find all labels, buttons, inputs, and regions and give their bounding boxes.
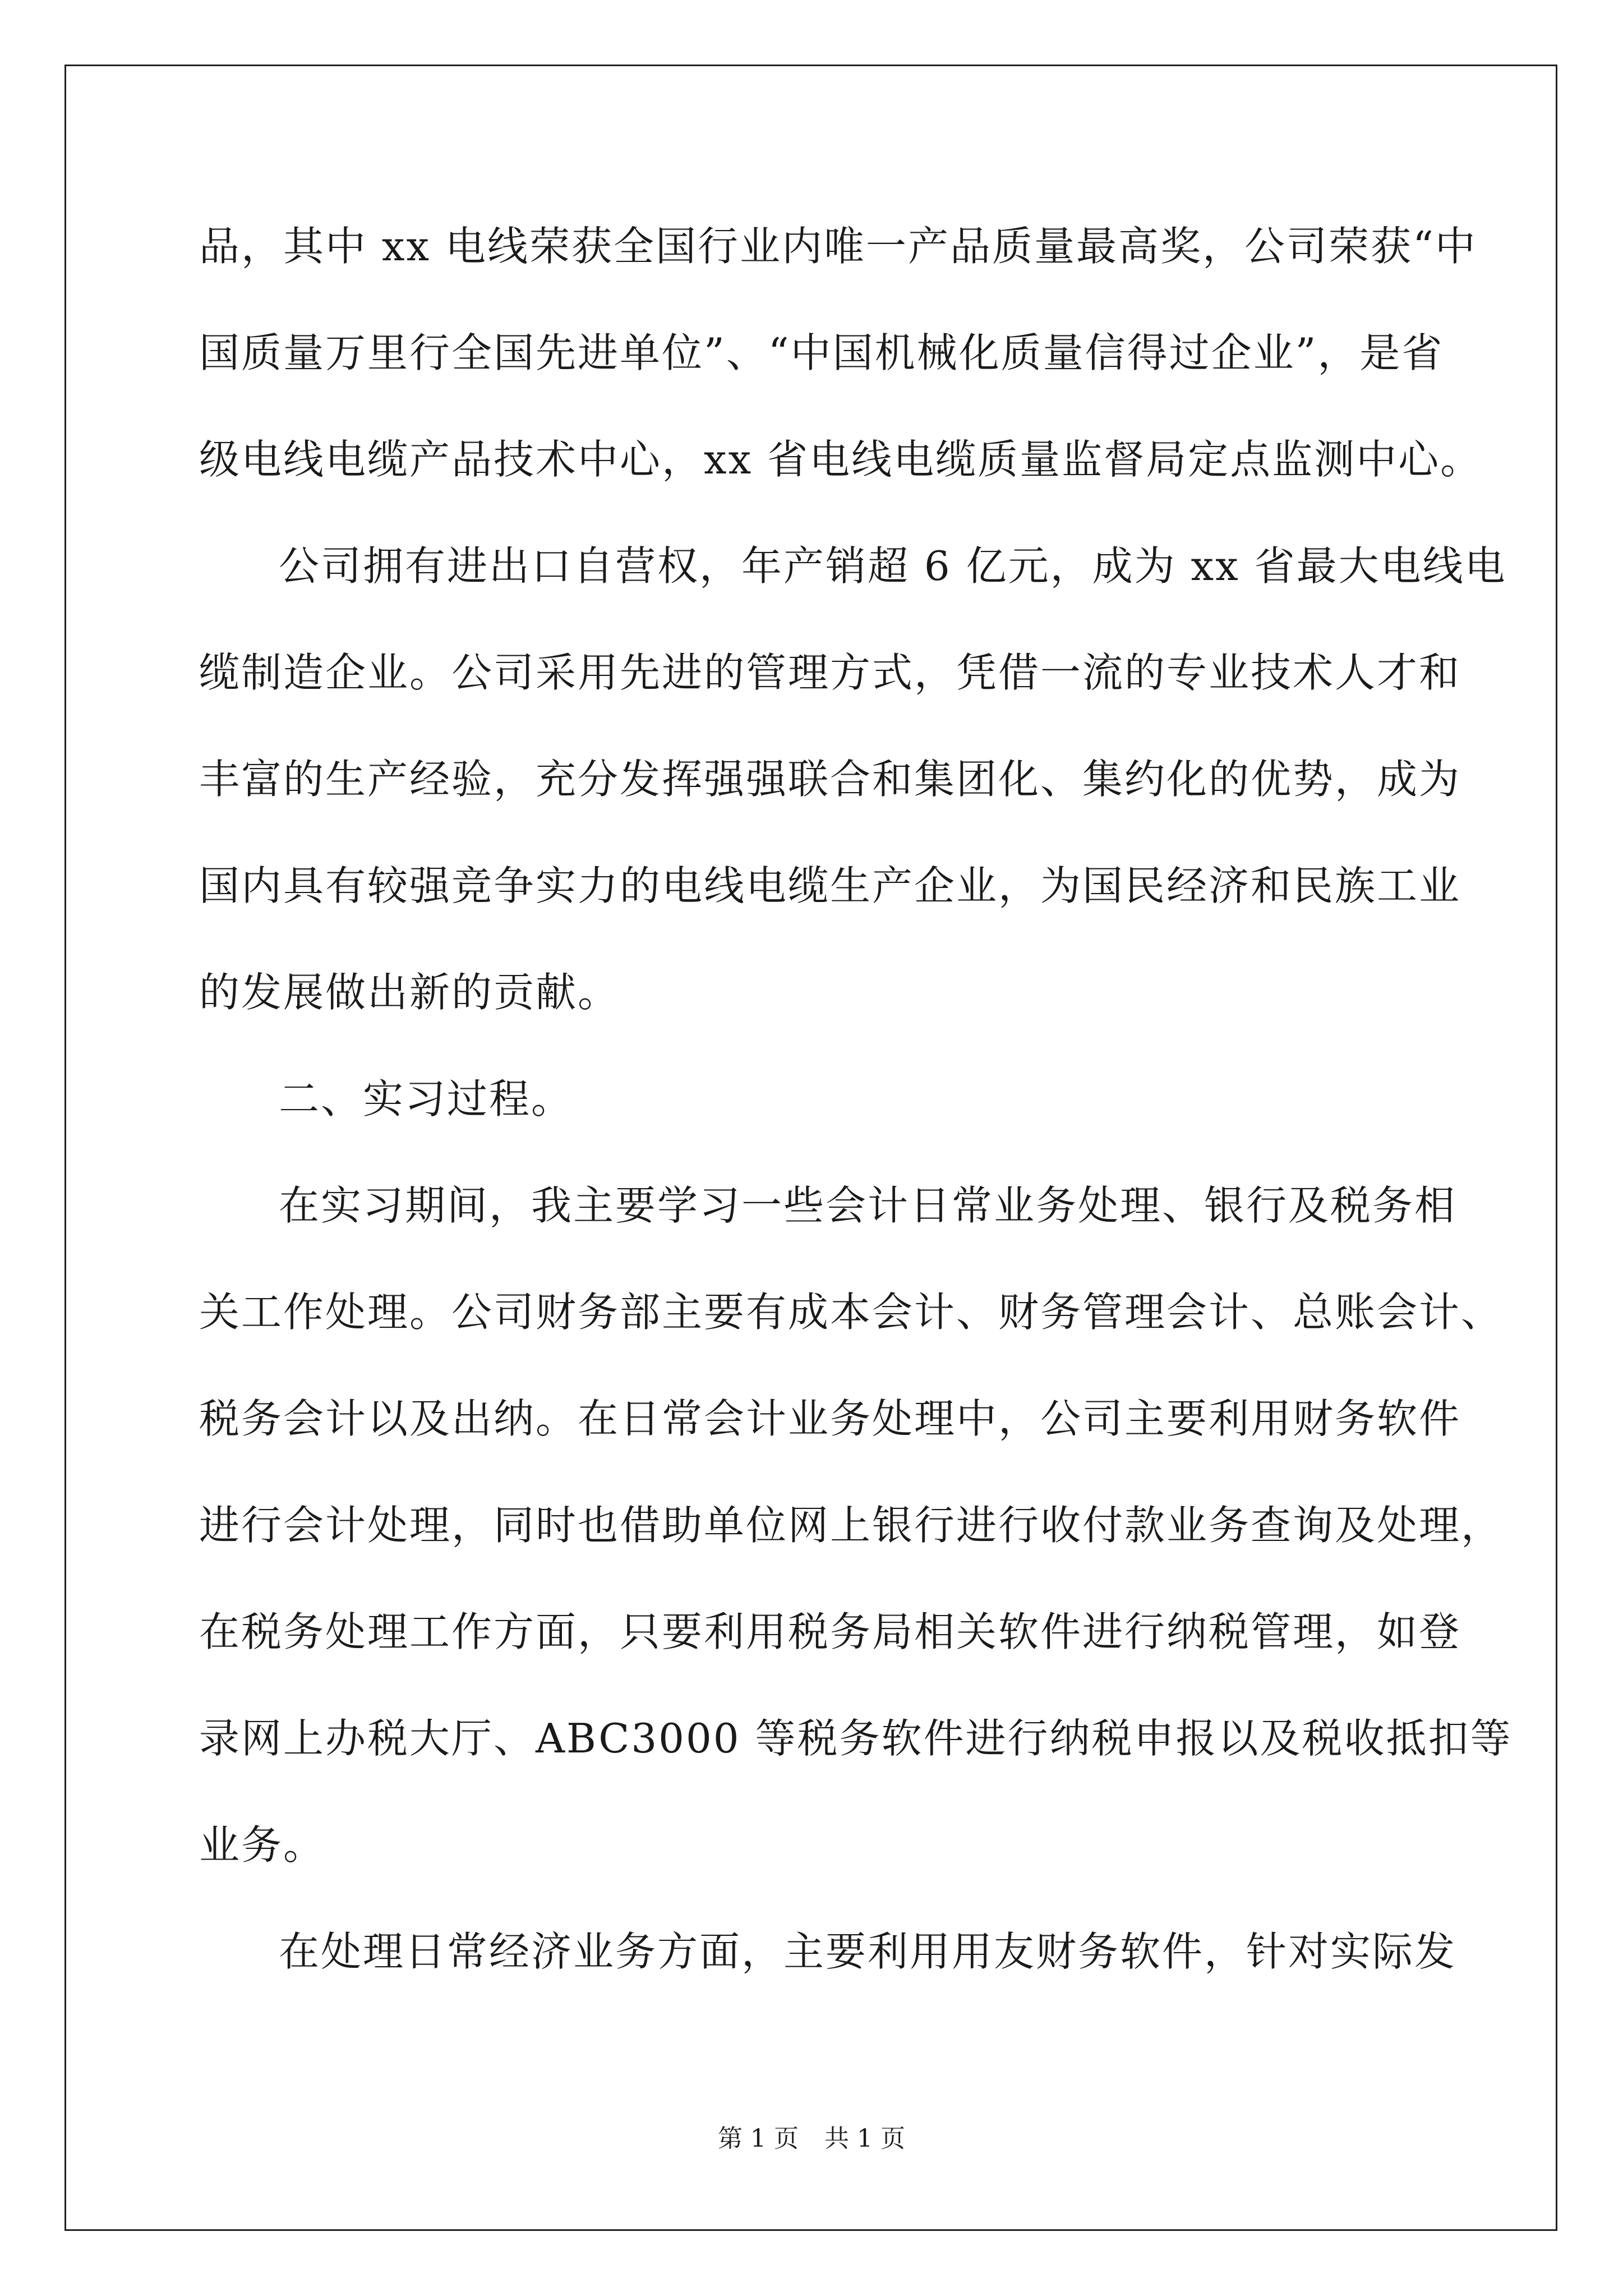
- page-footer: [0, 2123, 1623, 2155]
- text-line: 进行会计处理，同时也借助单位网上银行进行收付款业务查询及处理，: [199, 1502, 1504, 1549]
- text-line: 录网上办税大厅、ABC3000 等税务软件进行纳税申报以及税收抵扣等: [199, 1715, 1513, 1762]
- page-number: 第 1 页: [718, 2124, 799, 2153]
- text-line: 级电线电缆产品技术中心，xx 省电线电缆质量监督局定点监测中心。: [199, 436, 1483, 483]
- text-line: 在税务处理工作方面，只要利用税务局相关软件进行纳税管理，如登: [199, 1608, 1461, 1655]
- paragraph-start-line: 公司拥有进出口自营权，年产销超 6 亿元，成为 xx 省最大电线电: [279, 542, 1507, 590]
- text-line: 业务。: [199, 1821, 326, 1869]
- text-line: 缆制造企业。公司采用先进的管理方式，凭借一流的专业技术人才和: [199, 649, 1461, 696]
- text-line: 丰富的生产经验，充分发挥强强联合和集团化、集约化的优势，成为: [199, 756, 1461, 803]
- text-line: 品，其中 xx 电线荣获全国行业内唯一产品质量最高奖，公司荣获“中: [199, 223, 1477, 270]
- page-count: 共 1 页: [824, 2124, 905, 2153]
- paragraph-start-line: 在实习期间，我主要学习一些会计日常业务处理、银行及税务相: [279, 1182, 1457, 1229]
- text-line: 关工作处理。公司财务部主要有成本会计、财务管理会计、总账会计、: [199, 1289, 1504, 1336]
- text-line: 国内具有较强竞争实力的电线电缆生产企业，为国民经济和民族工业: [199, 862, 1461, 909]
- text-line: 的发展做出新的贡献。: [199, 969, 620, 1016]
- text-line: 国质量万里行全国先进单位”、“中国机械化质量信得过企业”，是省: [199, 329, 1444, 376]
- document-body: [199, 215, 1513, 2027]
- text-line: 税务会计以及出纳。在日常会计业务处理中，公司主要利用财务软件: [199, 1395, 1461, 1442]
- section-heading: 二、实习过程。: [279, 1075, 574, 1122]
- paragraph-start-line: 在处理日常经济业务方面，主要利用用友财务软件，针对实际发: [279, 1928, 1457, 1975]
